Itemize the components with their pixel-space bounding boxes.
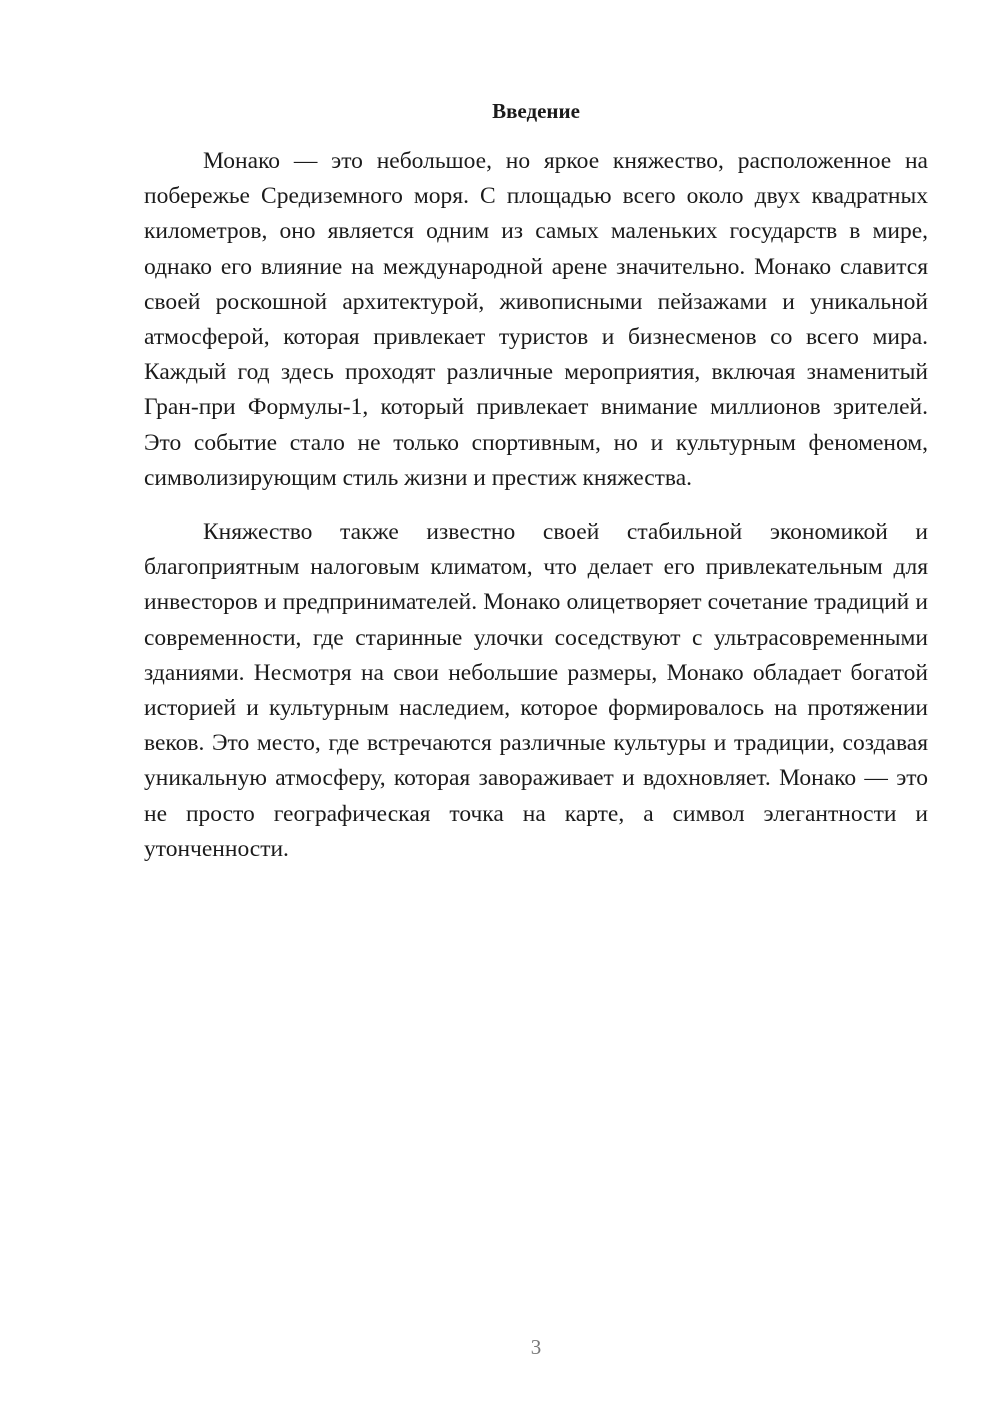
paragraph-2: Княжество также известно своей стабильной экономикой и благоприятным налоговым климатом, что делает его привлекательным для инвесторов и предпринимателей. Монако олицетворяет сочетание традиций и современности, где старинные улочки соседствуют с ультрасовременными зданиями. Несмотря на свои небольшие размеры, Монако обладает богатой историей и культурным наследием, которое формировалось на протяжении веков. Это место, где встречаются различные культуры и традиции, создавая уникальную атмосферу, которая завораживает и вдохновляет. Монако — это не просто географическая точка на карте, а символ элегантности и утонченности.: [144, 519, 928, 862]
page-number: 3: [530, 1335, 542, 1359]
page-content: [144, 94, 928, 867]
paragraph-1: Монако — это небольшое, но яркое княжество, расположенное на побережье Средиземного моря. С площадью всего около двух квадратных километров, оно является одним из самых маленьких государств в мире, однако его влияние на международной арене значительно. Монако славится своей роскошной архитектурой, живописными пейзажами и уникальной атмосферой, которая привлекает туристов и бизнесменов со всего мира. Каждый год здесь проходят различные мероприятия, включая знаменитый Гран-при Формулы-1, который привлекает внимание миллионов зрителей. Это событие стало не только спортивным, но и культурным феноменом, символизирующим стиль жизни и престиж княжества.: [144, 148, 928, 491]
section-heading: Введение: [492, 99, 580, 123]
